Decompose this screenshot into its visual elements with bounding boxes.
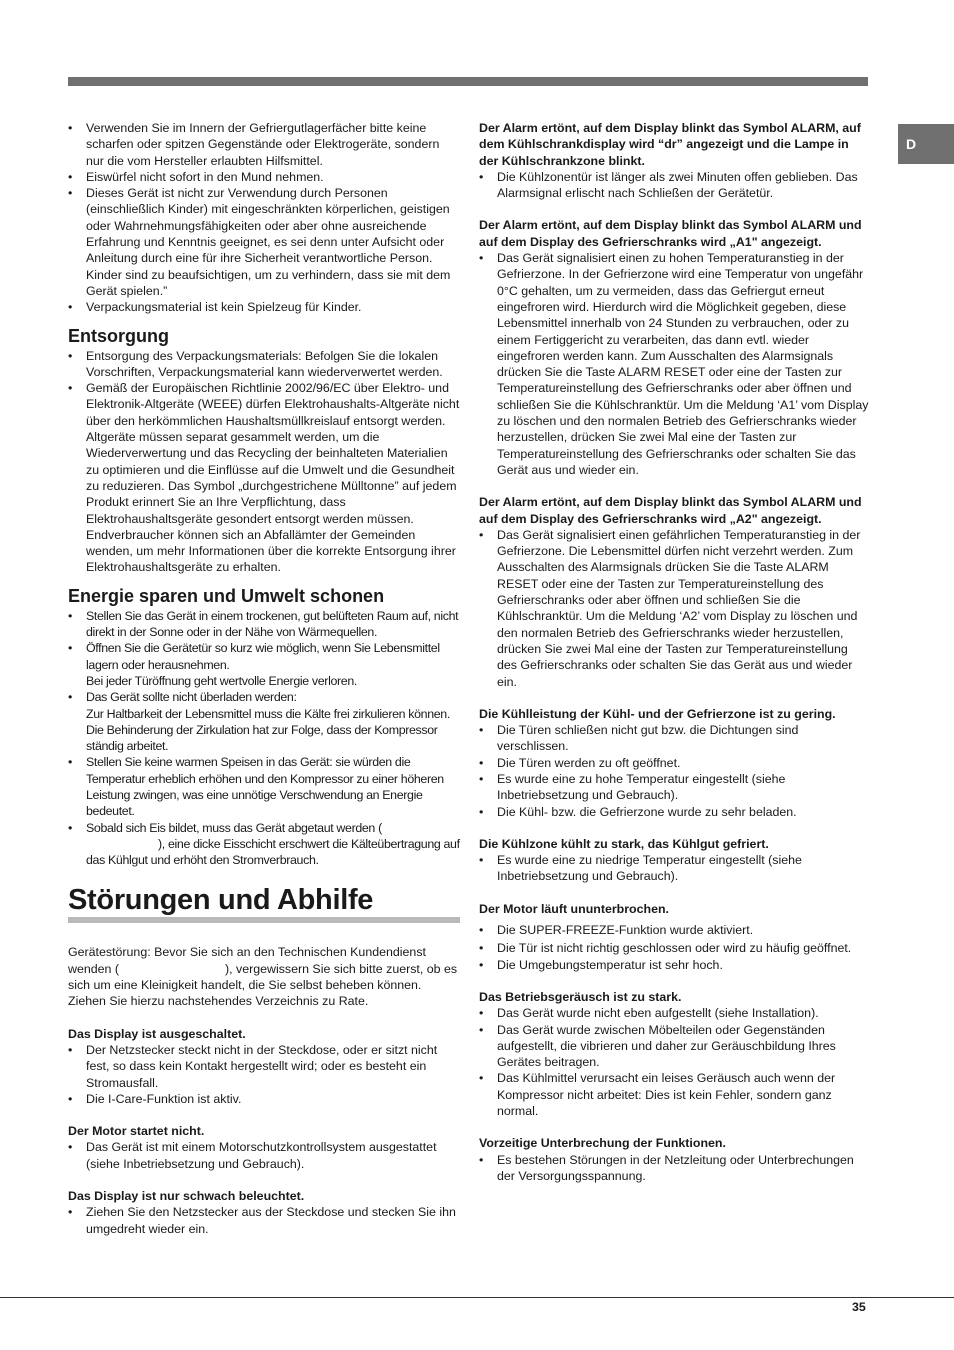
list-item: • Verwenden Sie im Innern der Gefriergutlagerfächer bitte keine scharfen oder spitzen Gegenstände oder Elektrogeräte, sondern nur die vom Hersteller erlaubten Hilfsmittel.	[68, 120, 460, 169]
list-item: • Die Kühlzonentür ist länger als zwei Minuten offen geblieben. Das Alarmsignal erlischt nach Schließen der Gerätetür.	[479, 169, 869, 202]
list-item: • Die SUPER-FREEZE-Funktion wurde aktiviert.	[479, 922, 869, 938]
entsorgung-note: Endverbraucher können sich an Abfallämter der Gemeinden wenden, um mehr Informationen über die korrekte Entsorgung ihrer Elektrohaushaltsgeräte zu erhalten.	[86, 527, 456, 575]
list-item-note: Bei jeder Türöffnung geht wertvolle Energie verloren.	[86, 673, 357, 688]
fault-list	[479, 722, 869, 820]
list-item-text: Sobald sich Eis bildet, muss das Gerät abgetaut werden (	[86, 820, 382, 835]
right-column	[479, 120, 869, 1184]
safety-list	[68, 120, 460, 316]
list-item: • Das Gerät ist mit einem Motorschutzkontrollsystem ausgestattet (siehe Inbetriebsetzung und Gebrauch).	[68, 1139, 460, 1172]
list-item: • Die Türen schließen nicht gut bzw. die Dichtungen sind verschlissen.	[479, 722, 869, 755]
list-item: • Die Türen werden zu oft geöffnet.	[479, 755, 869, 771]
list-item: • Der Netzstecker steckt nicht in der Steckdose, oder er sitzt nicht fest, so dass kein Kontakt hergestellt wird; oder es besteht ein Stromausfall.	[68, 1042, 460, 1091]
fault-list	[479, 169, 869, 202]
list-item: • Es wurde eine zu niedrige Temperatur eingestellt (siehe Inbetriebsetzung und Gebrauch).	[479, 852, 869, 885]
list-item: • Es wurde eine zu hohe Temperatur eingestellt (siehe Inbetriebsetzung und Gebrauch).	[479, 771, 869, 804]
intro-paragraph	[68, 944, 460, 1009]
intro-text: ), vergewissern Sie sich bitte zuerst, ob es sich um eine Kleinigkeit handelt, die Sie selbst beheben können. Ziehen Sie hierzu nachstehendes Verzeichnis zu Rate.	[68, 961, 458, 1009]
bottom-rule	[0, 1297, 954, 1298]
list-item: • Stellen Sie keine warmen Speisen in das Gerät: sie würden die Temperatur erheblich erhöhen und den Kompressor zu einer höheren Leistung zwingen, was eine unnötige Verschwendung an Energie bedeutet.	[68, 754, 460, 819]
fault-heading: Der Alarm ertönt, auf dem Display blinkt das Symbol ALARM und auf dem Display des Gefrierschranks wird „A2" angezeigt.	[479, 495, 862, 526]
fault-heading: Der Motor läuft ununterbrochen.	[479, 901, 669, 916]
list-item: • Eiswürfel nicht sofort in den Mund nehmen.	[68, 169, 460, 185]
fault-heading: Vorzeitige Unterbrechung der Funktionen.	[479, 1136, 726, 1151]
fault-list	[479, 852, 869, 885]
list-item-note: Zur Haltbarkeit der Lebensmittel muss die Kälte frei zirkulieren können. Die Behinderung der Zirkulation hat zur Folge, dass der Kompressor ständig arbeitet.	[86, 706, 450, 754]
fault-heading: Der Alarm ertönt, auf dem Display blinkt das Symbol ALARM und auf dem Display des Gefrierschranks wird „A1" angezeigt.	[479, 218, 862, 249]
list-item: • Das Kühlmittel verursacht ein leises Geräusch auch wenn der Kompressor nicht arbeitet: Dies ist kein Fehler, sondern ganz normal.	[479, 1070, 869, 1119]
list-item: • Das Gerät signalisiert einen zu hohen Temperaturanstieg in der Gefrierzone. In der Gefrierzone wird eine Temperatur von ungefähr 0°C gehalten, um zu vermeiden, dass das Gefriergut erneut eingefroren wird. Hierdurch wird die Möglichkeit gegeben, diese Lebensmittel innerhalb von 24 Stunden zu verbrauchen, oder zu einem Fertiggericht zu verarbeiten, das dann evtl. wieder eingefroren werden kann. Zum Ausschalten des Alarmsignals drücken Sie die Taste ALARM RESET oder eine der Tasten zur Temperatureinstellung des Gefrierschranks oder aber öffnen und schließen Sie die Kühlschranktür. Um die Meldung ‘A1’ vom Display zu löschen und den normalen Betrieb des Gefrierschranks wieder herzustellen, drücken Sie zwei Mal eine der Tasten zur Temperatureinstellung des Gefrierschranks oder schalten Sie das Gerät aus und wieder ein.	[479, 250, 869, 478]
page-title: Störungen und Abhilfe	[68, 883, 460, 923]
list-item: • Verpackungsmaterial ist kein Spielzeug für Kinder.	[68, 299, 460, 315]
page-number: 35	[852, 1300, 866, 1314]
fault-heading: Die Kühlleistung der Kühl- und der Gefrierzone ist zu gering.	[479, 706, 836, 721]
list-item: • Gemäß der Europäischen Richtlinie 2002/96/EC über Elektro- und Elektronik-Altgeräte (WEEE) dürfen Elektrohaushalts-Altgeräte nicht über den herkömmlichen Haushaltsmüllkreislauf entsorgt werden. Altgeräte müssen separat gesammelt werden, um die Wiederverwertung und das Recycling der beinhalteten Materialien zu optimieren und die Einflüsse auf die Umwelt und die Gesundheit zu reduzieren. Das Symbol „durchgestrichene Mülltonne” auf jedem Produkt erinnert Sie an Ihre Verpflichtung, dass Elektrohaushaltsgeräte gesondert entsorgt werden müssen.	[68, 380, 460, 527]
fault-heading: Die Kühlzone kühlt zu stark, das Kühlgut gefriert.	[479, 836, 769, 851]
fault-list	[68, 1139, 460, 1172]
fault-heading: Der Alarm ertönt, auf dem Display blinkt das Symbol ALARM, auf dem Kühlschrankdisplay wird “dr” angezeigt und die Lampe in der Kühlschrankzone blinkt.	[479, 121, 861, 168]
list-item: • Das Gerät wurde zwischen Möbelteilen oder Gegenständen aufgestellt, die vibrieren und daher zur Geräuschbildung Ihres Gerätes beitragen.	[479, 1022, 869, 1071]
list-item: • Ziehen Sie den Netzstecker aus der Steckdose und stecken Sie ihn umgedreht wieder ein.	[68, 1204, 460, 1237]
fault-heading: Das Display ist nur schwach beleuchtet.	[68, 1189, 305, 1204]
left-column	[68, 120, 460, 1237]
top-rule	[68, 77, 868, 86]
list-item: • Entsorgung des Verpackungsmaterials: Befolgen Sie die lokalen Vorschriften, Verpackungsmaterial kann wiederverwertet werden.	[68, 348, 460, 381]
list-item: • Es bestehen Störungen in der Netzleitung oder Unterbrechungen der Versorgungsspannung.	[479, 1152, 869, 1185]
fault-list	[479, 1005, 869, 1119]
language-tab	[898, 124, 954, 164]
list-item: • Dieses Gerät ist nicht zur Verwendung durch Personen (einschließlich Kinder) mit eingeschränkten körperlichen, geistigen oder Wahrnehmungsfähigkeiten oder aber ohne ausreichende Erfahrung und Kenntnis geeignet, es sei denn unter Aufsicht oder Anleitung durch eine für ihre Sicherheit verantwortliche Person. Kinder sind zu beaufsichtigen, um zu verhindern, dass sie mit dem Gerät spielen.”	[68, 185, 460, 299]
fault-heading: Das Display ist ausgeschaltet.	[68, 1026, 246, 1041]
fault-heading: Der Motor startet nicht.	[68, 1124, 205, 1139]
list-item-text: Öffnen Sie die Gerätetür so kurz wie möglich, wenn Sie Lebensmittel lagern oder herausnehmen.	[86, 641, 440, 672]
fault-list	[68, 1042, 460, 1107]
list-item: • Das Gerät signalisiert einen gefährlichen Temperaturanstieg in der Gefrierzone. Die Lebensmittel dürfen nicht verzehrt werden. Zum Ausschalten des Alarmsignals drücken Sie die Taste ALARM RESET oder eine der Tasten zur Temperatureinstellung des Gefrierschranks oder aber öffnen und schließen Sie die Kühlschranktür. Um die Meldung ‘A2’ vom Display zu löschen und den normalen Betrieb des Gefrierschranks wieder herzustellen, drücken Sie zwei Mal eine der Tasten zur Temperatureinstellung des Gefrierschranks oder schalten Sie das Gerät aus und wieder ein.	[479, 527, 869, 690]
list-item	[68, 820, 460, 869]
energie-list	[68, 608, 460, 869]
fault-list	[479, 1152, 869, 1185]
fault-list	[479, 527, 869, 690]
list-item-text: ), eine dicke Eisschicht erschwert die Kälteübertragung auf das Kühlgut und erhöht den Stromverbrauch.	[86, 836, 460, 868]
fault-list	[68, 1204, 460, 1237]
list-item-text: Das Gerät sollte nicht überladen werden:	[86, 690, 297, 705]
list-item	[68, 689, 460, 754]
list-item: • Die Kühl- bzw. die Gefrierzone wurde zu sehr beladen.	[479, 804, 869, 820]
language-tab-label: D	[906, 136, 917, 152]
intro-text: Gerätestörung: Bevor Sie sich an den Technischen Kundendienst wenden (	[68, 945, 426, 976]
section-title-energie: Energie sparen und Umwelt schonen	[68, 585, 385, 606]
fault-heading: Das Betriebsgeräusch ist zu stark.	[479, 989, 682, 1004]
list-item: • Das Gerät wurde nicht eben aufgestellt (siehe Installation).	[479, 1005, 869, 1021]
fault-list	[479, 250, 869, 478]
section-title-entsorgung: Entsorgung	[68, 325, 169, 346]
list-item: • Die I-Care-Funktion ist aktiv.	[68, 1091, 460, 1107]
list-item: • Die Umgebungstemperatur ist sehr hoch.	[479, 957, 869, 973]
fault-list	[479, 922, 869, 973]
list-item: • Die Tür ist nicht richtig geschlossen oder wird zu häufig geöffnet.	[479, 940, 869, 956]
list-item	[68, 640, 460, 689]
list-item: • Stellen Sie das Gerät in einem trockenen, gut belüfteten Raum auf, nicht direkt in der Sonne oder in der Nähe von Wärmequellen.	[68, 608, 460, 641]
entsorgung-list	[68, 348, 460, 527]
